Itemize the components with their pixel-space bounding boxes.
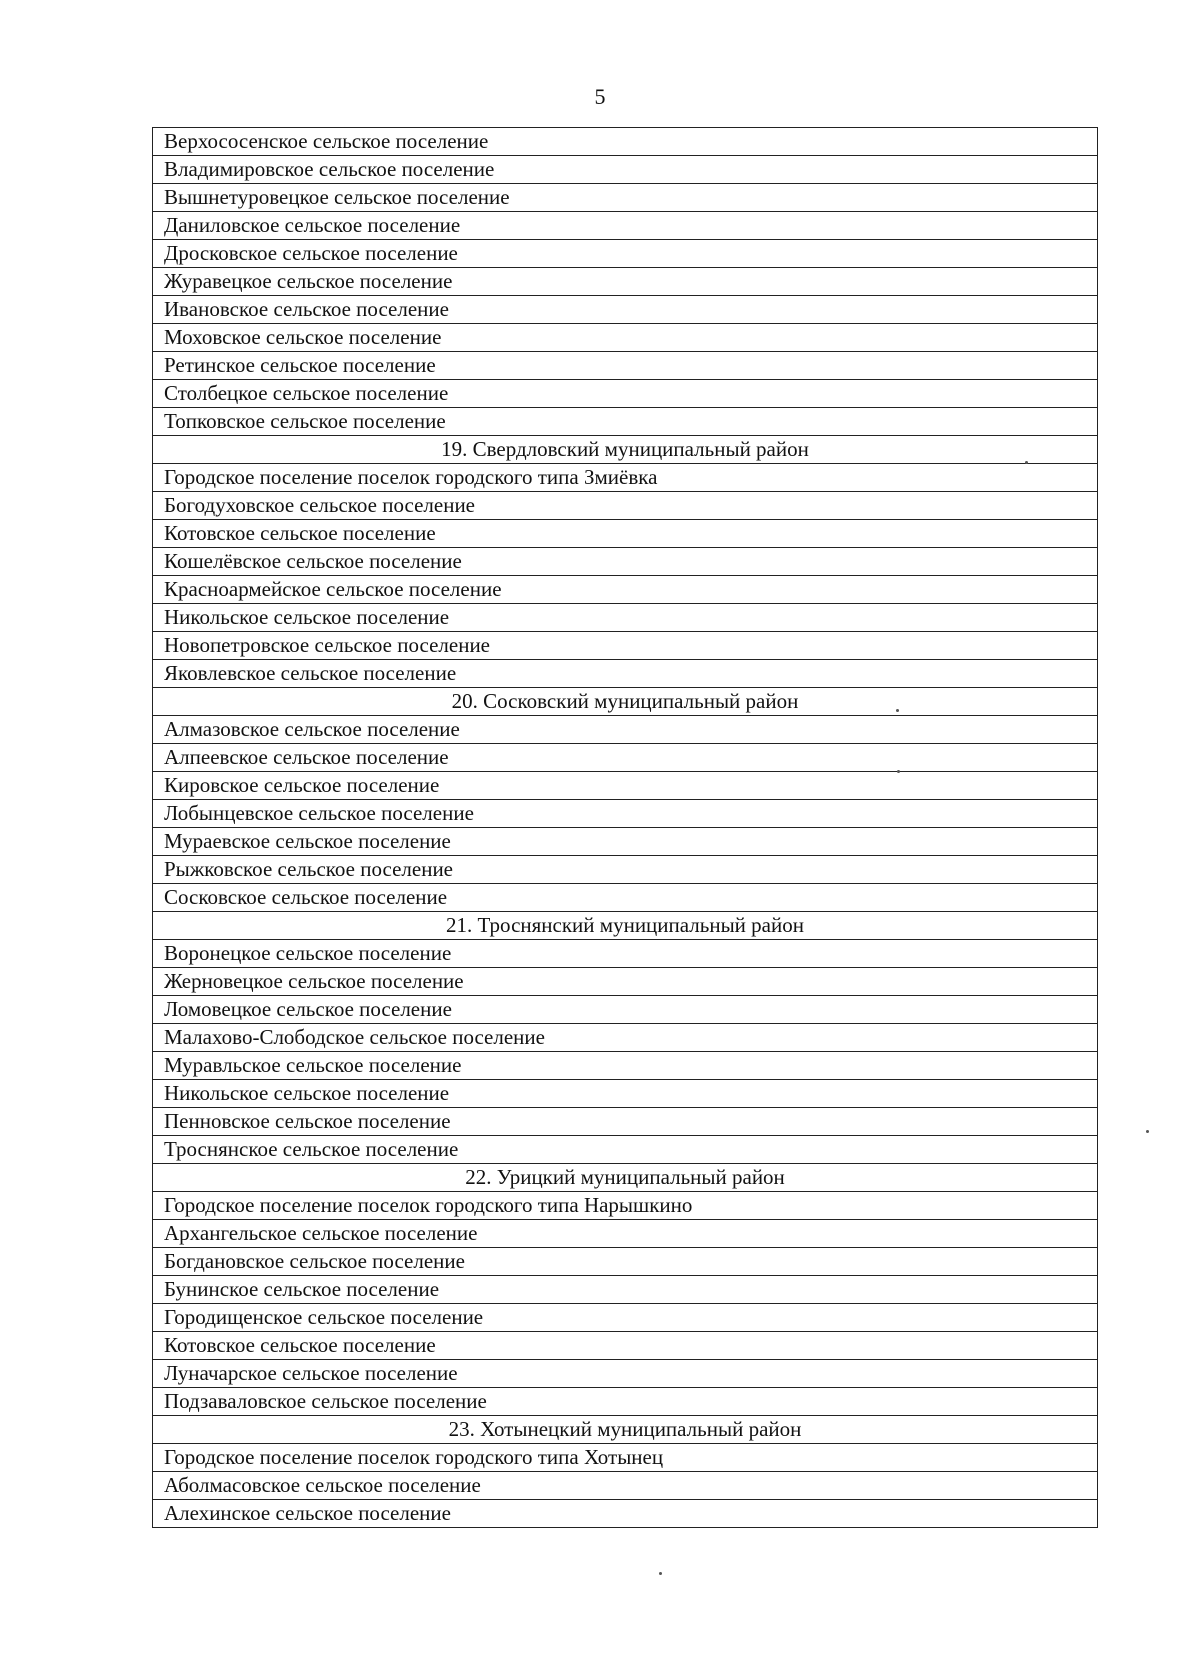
settlement-row (153, 1192, 1098, 1220)
settlement-row (153, 1472, 1098, 1500)
settlement-name: Богодуховское сельское поселение (153, 492, 1098, 520)
settlement-name: Луначарское сельское поселение (153, 1360, 1098, 1388)
scan-speck (1146, 1130, 1149, 1133)
district-header-row (153, 912, 1098, 940)
settlement-row (153, 520, 1098, 548)
settlement-row (153, 1332, 1098, 1360)
settlement-row (153, 744, 1098, 772)
settlement-name: Журавецкое сельское поселение (153, 268, 1098, 296)
settlement-row (153, 1444, 1098, 1472)
settlement-name: Алпеевское сельское поселение (153, 744, 1098, 772)
district-header-row (153, 1416, 1098, 1444)
settlement-row (153, 1220, 1098, 1248)
settlement-row (153, 212, 1098, 240)
settlement-row (153, 604, 1098, 632)
settlement-name: Никольское сельское поселение (153, 604, 1098, 632)
district-header-row (153, 1164, 1098, 1192)
settlement-name: Котовское сельское поселение (153, 1332, 1098, 1360)
settlements-table (152, 127, 1098, 1528)
settlement-name: Моховское сельское поселение (153, 324, 1098, 352)
settlement-name: Подзаваловское сельское поселение (153, 1388, 1098, 1416)
settlement-name: Вышнетуровецкое сельское поселение (153, 184, 1098, 212)
settlement-name: Жерновецкое сельское поселение (153, 968, 1098, 996)
settlement-row (153, 1388, 1098, 1416)
settlement-row (153, 1024, 1098, 1052)
settlement-name: Ретинское сельское поселение (153, 352, 1098, 380)
settlement-name: Муравльское сельское поселение (153, 1052, 1098, 1080)
settlement-name: Архангельское сельское поселение (153, 1220, 1098, 1248)
settlement-name: Алехинское сельское поселение (153, 1500, 1098, 1528)
settlement-name: Сосковское сельское поселение (153, 884, 1098, 912)
settlement-row (153, 380, 1098, 408)
settlement-name: Ломовецкое сельское поселение (153, 996, 1098, 1024)
settlement-name: Ивановское сельское поселение (153, 296, 1098, 324)
settlement-name: Пенновское сельское поселение (153, 1108, 1098, 1136)
settlement-row (153, 940, 1098, 968)
settlement-name: Троснянское сельское поселение (153, 1136, 1098, 1164)
settlement-name: Бунинское сельское поселение (153, 1276, 1098, 1304)
settlement-row (153, 660, 1098, 688)
settlement-name: Котовское сельское поселение (153, 520, 1098, 548)
settlement-name: Городищенское сельское поселение (153, 1304, 1098, 1332)
settlement-row (153, 1052, 1098, 1080)
settlement-name: Столбецкое сельское поселение (153, 380, 1098, 408)
settlement-row (153, 1304, 1098, 1332)
settlement-row (153, 632, 1098, 660)
settlement-name: Городское поселение поселок городского типа Хотынец (153, 1444, 1098, 1472)
settlement-row (153, 1108, 1098, 1136)
settlement-row (153, 128, 1098, 156)
scan-speck (897, 770, 900, 773)
settlement-row (153, 996, 1098, 1024)
settlement-name: Алмазовское сельское поселение (153, 716, 1098, 744)
district-header-row (153, 688, 1098, 716)
settlement-name: Воронецкое сельское поселение (153, 940, 1098, 968)
settlement-row (153, 492, 1098, 520)
settlement-row (153, 324, 1098, 352)
settlement-name: Топковское сельское поселение (153, 408, 1098, 436)
scan-speck (896, 709, 899, 712)
settlement-name: Никольское сельское поселение (153, 1080, 1098, 1108)
district-name: 22. Урицкий муниципальный район (153, 1164, 1098, 1192)
settlements-table-body (153, 128, 1098, 1528)
settlement-row (153, 772, 1098, 800)
district-name: 23. Хотынецкий муниципальный район (153, 1416, 1098, 1444)
settlement-name: Новопетровское сельское поселение (153, 632, 1098, 660)
settlement-name: Малахово-Слободское сельское поселение (153, 1024, 1098, 1052)
settlement-name: Верхососенское сельское поселение (153, 128, 1098, 156)
settlement-row (153, 464, 1098, 492)
settlement-row (153, 1276, 1098, 1304)
settlement-row (153, 856, 1098, 884)
settlement-row (153, 1500, 1098, 1528)
settlement-name: Богдановское сельское поселение (153, 1248, 1098, 1276)
settlement-name: Кошелёвское сельское поселение (153, 548, 1098, 576)
settlement-name: Красноармейское сельское поселение (153, 576, 1098, 604)
scan-speck (659, 1572, 662, 1575)
district-header-row (153, 436, 1098, 464)
settlement-row (153, 1248, 1098, 1276)
settlement-row (153, 828, 1098, 856)
settlement-row (153, 1080, 1098, 1108)
settlement-name: Городское поселение поселок городского типа Нарышкино (153, 1192, 1098, 1220)
settlement-row (153, 1360, 1098, 1388)
settlement-row (153, 968, 1098, 996)
settlement-row (153, 884, 1098, 912)
settlement-row (153, 548, 1098, 576)
settlement-row (153, 716, 1098, 744)
settlement-row (153, 1136, 1098, 1164)
settlement-name: Аболмасовское сельское поселение (153, 1472, 1098, 1500)
settlement-name: Мураевское сельское поселение (153, 828, 1098, 856)
settlement-row (153, 296, 1098, 324)
settlement-name: Лобынцевское сельское поселение (153, 800, 1098, 828)
settlement-name: Дросковское сельское поселение (153, 240, 1098, 268)
settlement-row (153, 800, 1098, 828)
settlement-row (153, 184, 1098, 212)
settlement-name: Даниловское сельское поселение (153, 212, 1098, 240)
settlement-row (153, 268, 1098, 296)
settlement-name: Яковлевское сельское поселение (153, 660, 1098, 688)
settlement-row (153, 408, 1098, 436)
page-number: 5 (594, 84, 606, 109)
settlement-name: Городское поселение поселок городского типа Змиёвка (153, 464, 1098, 492)
settlement-row (153, 576, 1098, 604)
district-name: 20. Сосковский муниципальный район (153, 688, 1098, 716)
settlement-row (153, 240, 1098, 268)
settlement-name: Владимировское сельское поселение (153, 156, 1098, 184)
settlement-row (153, 156, 1098, 184)
settlement-name: Кировское сельское поселение (153, 772, 1098, 800)
district-name: 21. Троснянский муниципальный район (153, 912, 1098, 940)
settlement-name: Рыжковское сельское поселение (153, 856, 1098, 884)
scan-speck (1025, 461, 1028, 464)
settlement-row (153, 352, 1098, 380)
district-name: 19. Свердловский муниципальный район (153, 436, 1098, 464)
